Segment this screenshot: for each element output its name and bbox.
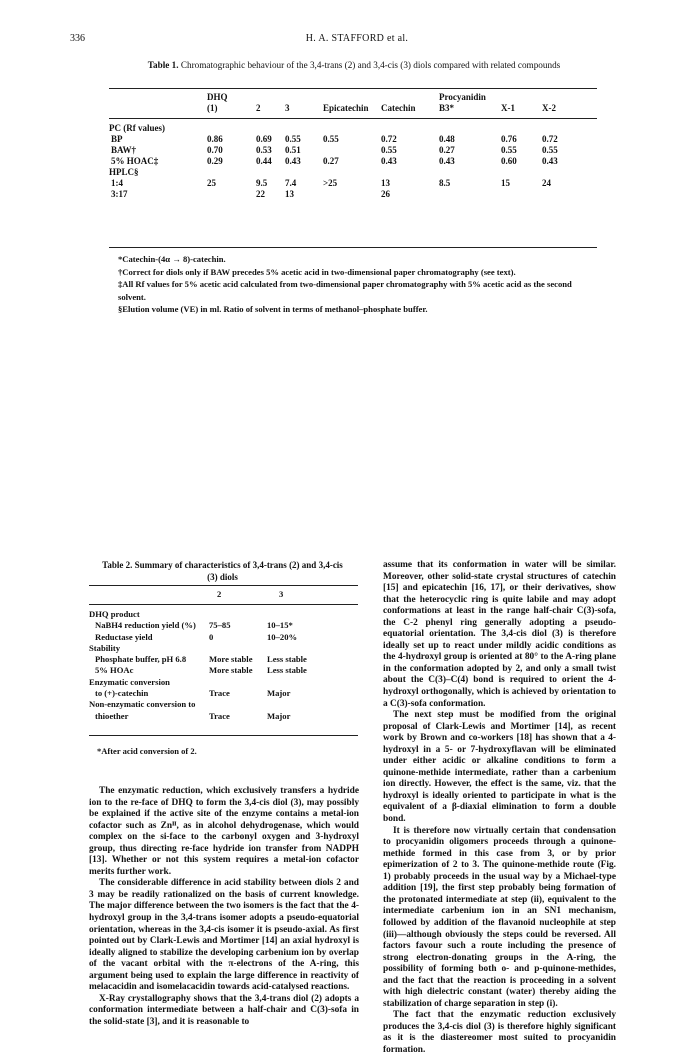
table2-cell: Less stable bbox=[267, 665, 307, 676]
table1 bbox=[109, 92, 597, 200]
table2-cell: 10–20% bbox=[267, 631, 298, 642]
table2-row-label: to (+)-catechin bbox=[95, 688, 149, 699]
table1-cell: 7.4 bbox=[285, 178, 297, 188]
table1-cell: 0.48 bbox=[439, 134, 455, 144]
table1-note: †Correct for diols only if BAW precedes 5% acetic acid in two-dimensional paper chromatography (see text). bbox=[118, 266, 516, 277]
table1-cell: 8.5 bbox=[439, 178, 451, 188]
table1-cell: 0.27 bbox=[323, 156, 339, 166]
table2-footnote: *After acid conversion of 2. bbox=[97, 746, 197, 756]
table1-cell: 13 bbox=[381, 178, 390, 188]
table2-cell: Trace bbox=[209, 688, 230, 699]
table2-cell: 0 bbox=[209, 631, 214, 642]
table1-cell: 0.43 bbox=[439, 156, 455, 166]
table2-top-rule bbox=[89, 585, 358, 586]
table1-cell: 0.51 bbox=[285, 145, 301, 155]
table1-cell: 25 bbox=[207, 178, 216, 188]
table1-cell: 0.44 bbox=[256, 156, 272, 166]
running-head-authors: H. A. STAFFORD et al. bbox=[305, 33, 409, 44]
table1-caption-text: Chromatographic behaviour of the 3,4-trans (2) and 3,4-cis (3) diols compared with related compounds bbox=[180, 60, 561, 70]
table1-cell: 0.69 bbox=[256, 134, 272, 144]
table1-cell: B3* bbox=[439, 103, 455, 113]
table1-cell: 0.86 bbox=[207, 134, 223, 144]
table1-row-label: 3:17 bbox=[111, 189, 128, 199]
page-number: 336 bbox=[70, 33, 85, 44]
table1-cell: 0.55 bbox=[542, 145, 558, 155]
table2-row-label: Enzymatic conversion bbox=[89, 676, 170, 687]
table2-row-label: Stability bbox=[89, 642, 121, 653]
table1-row bbox=[109, 103, 597, 114]
table1-row bbox=[109, 145, 597, 156]
paragraph: The enzymatic reduction, which exclusively transfers a hydride ion to the re-face of DHQ to form the 3,4-cis diol (3), may possibly be explained if the active site of the enzyme contains a metal-ion cofactor such as Znᴵᴵ, as in alcohol dehydrogenase, which would complex on the si-face to the carbonyl oxygen and 3-hydroxyl group, thus directing re-face hydride ion transfer from NADPH [13]. Whether or not this system requires a metal-ion cofactor merits further work. bbox=[89, 786, 359, 877]
table2-row-label: Phosphate buffer, pH 6.8 bbox=[95, 654, 187, 665]
paragraph: assume that its conformation in water will be similar. Moreover, other solid-state crystal structures of catechin [15] and epicatechin [16, 17], or their derivatives, show that the heterocyclic ring is quite labile and may adopt conformations at least in the range half-chair C(3)-sofa, the C-2 phenyl ring generally adopting a pseudo-equatorial orientation. The 3,4-cis diol (3) is therefore ideally set up to react under mildly acidic conditions as the 4-hydroxyl group is oriented at 80° to the A-ring plane in the conformation adopted by 2, and only a small twist about the C(3)–C(4) bond is required to orient the 4-hydroxyl orthogonally, which is achieved by orientation to a C(3)-sofa conformation. bbox=[383, 560, 616, 709]
table2-cell: More stable bbox=[209, 654, 253, 665]
table2-caption-line: Table 2. Summary of characteristics of 3,4-trans (2) and 3,4-cis bbox=[102, 560, 343, 570]
table1-caption-label: Table 1. bbox=[147, 60, 179, 70]
table2-caption bbox=[89, 560, 356, 583]
table1-header-rule bbox=[109, 118, 597, 119]
table2-cell: Trace bbox=[209, 710, 230, 721]
paragraph: It is therefore now virtually certain that condensation to procyanidin oligomers proceeds through a quinone-methide formed in this case from 3, or by prior epimerization of 2 to 3. The quinone-methide route (Fig. 1) probably proceeds in the usual way by a Michael-type addition [19], the first step probably being formation of the protonated intermediate at step (ii), equivalent to the intermediate carbenium ion in an SN1 mechanism, followed by addition of the flavanoid nucleophile at step (iii)—although obviously the steps could be reversed. All factors favour such a route including the presence of strong electron-donating groups in the A-ring, the possibility of forming both o- and p-quinone-methides, and the fact that the reaction is proceeding in a solvent with high dielectric constant (water) thereby aiding the stabilization of charge separation in step (i). bbox=[383, 825, 616, 1009]
table1-row-label: HPLC§ bbox=[109, 167, 139, 177]
table2-row bbox=[89, 665, 358, 676]
running-header bbox=[70, 33, 644, 47]
table1-row bbox=[109, 156, 597, 167]
paragraph: The next step must be modified from the original proposal of Clark-Lewis and Mortimer [14], as recent work by Brown and co-workers [18] has shown that a 4-hydroxyl in a 5- or 7-hydroxyflavan will be eliminated under either acidic or alkaline conditions to form a quinone-methide intermediate, rather than a carbenium ion directly. However, the effect is the same, viz. that the hydroxyl is ideally oriented to participate in what is the equivalent of a β-diaxial elimination to form a double bond. bbox=[383, 710, 616, 825]
table1-cell: 0.55 bbox=[381, 145, 397, 155]
table1-row-label: BAW† bbox=[111, 145, 137, 155]
table1-cell: X-1 bbox=[501, 103, 515, 113]
right-column-text bbox=[383, 560, 616, 1057]
table2-cell: More stable bbox=[209, 665, 253, 676]
table2-row bbox=[89, 609, 358, 620]
table1-row-label: PC (Rf values) bbox=[109, 123, 165, 133]
table1-cell: 0.27 bbox=[439, 145, 455, 155]
paragraph: The considerable difference in acid stability between diols 2 and 3 may be readily rationalized on the basis of current knowledge. The major difference between the two isomers is the fact that the 4-hydroxyl group in the 3,4-trans isomer adopts a pseudo-equatorial orientation, whereas in the 3,4-cis isomer it is pseudo-axial. As first pointed out by Clark-Lewis and Mortimer [14] an axial hydroxyl is ideally aligned to stabilize the developing carbenium ion by overlap of the vacant orbital with the π-electrons of the A-ring, this argument being used to explain the large difference in reactivity of melacacidin and isomelacacidin towards acid-catalysed reactions. bbox=[89, 878, 359, 993]
left-column-text bbox=[89, 786, 359, 1028]
table1-cell: 0.55 bbox=[285, 134, 301, 144]
table1-top-rule bbox=[109, 88, 597, 89]
table1-note: *Catechin-(4α → 8)-catechin. bbox=[118, 254, 226, 264]
table2-row bbox=[89, 643, 358, 654]
table1-row-label: 5% HOAC‡ bbox=[111, 156, 159, 166]
table1-note: ‡All Rf values for 5% acetic acid calculated from two-dimensional paper chromatography with 5% acetic acid as the second solvent. bbox=[118, 279, 572, 302]
table2-cell: 10–15* bbox=[267, 620, 293, 631]
table1-row bbox=[109, 123, 597, 134]
table1-cell: 0.70 bbox=[207, 145, 223, 155]
table1-cell: 0.43 bbox=[542, 156, 558, 166]
table1-cell: 13 bbox=[285, 189, 294, 199]
table2-row-label: thioether bbox=[95, 710, 129, 721]
table1-cell: 0.76 bbox=[501, 134, 517, 144]
table2-row bbox=[89, 711, 358, 722]
table2-caption-line: (3) diols bbox=[207, 571, 238, 582]
table2-header-rule bbox=[89, 604, 358, 605]
table1-cell: 3 bbox=[285, 103, 290, 113]
table1-cell: 2 bbox=[256, 103, 261, 113]
table2-col-header: 3 bbox=[279, 589, 284, 599]
table2-row bbox=[89, 677, 358, 688]
table2-cell: 75–85 bbox=[209, 620, 231, 631]
table1-note: §Elution volume (VE) in ml. Ratio of solvent in terms of methanol–phosphate buffer. bbox=[118, 304, 428, 315]
table1-footnotes bbox=[118, 253, 588, 316]
table1-cell: 0.55 bbox=[501, 145, 517, 155]
table1-row-label: BP bbox=[111, 134, 123, 144]
table2-row-label: NaBH4 reduction yield (%) bbox=[95, 620, 196, 631]
table2-row bbox=[89, 699, 358, 710]
table1-cell: 22 bbox=[256, 189, 265, 199]
table2-row bbox=[89, 620, 358, 631]
table1-cell: >25 bbox=[323, 178, 338, 188]
table1-cell: DHQ bbox=[207, 92, 228, 102]
table1-row bbox=[109, 134, 597, 145]
table1-cell: 0.72 bbox=[381, 134, 397, 144]
table1-cell: (1) bbox=[207, 103, 218, 113]
table2-row-label: Non-enzymatic conversion to bbox=[89, 699, 196, 710]
table1-row bbox=[109, 178, 597, 189]
paragraph: The fact that the enzymatic reduction exclusively produces the 3,4-cis diol (3) is therefore highly significant as it is the diastereomer most suited to procyanidin formation. bbox=[383, 1010, 616, 1055]
table2-row bbox=[89, 632, 358, 643]
table2-cell: Major bbox=[267, 710, 291, 721]
table1-row bbox=[109, 167, 597, 178]
table2-row-label: DHQ product bbox=[89, 609, 140, 619]
table1-bottom-rule bbox=[109, 247, 597, 248]
table1-cell: 26 bbox=[381, 189, 390, 199]
table1-cell: 0.72 bbox=[542, 134, 558, 144]
table1-cell: 24 bbox=[542, 178, 551, 188]
table2-row-label: Reductase yield bbox=[95, 631, 153, 642]
table2-bottom-rule bbox=[89, 735, 358, 736]
table1-cell: 0.53 bbox=[256, 145, 272, 155]
table2-row bbox=[89, 688, 358, 699]
table2-row-label: 5% HOAc bbox=[95, 665, 134, 676]
table1-row bbox=[109, 92, 597, 103]
table1-cell: 9.5 bbox=[256, 178, 268, 188]
table1-cell: 0.29 bbox=[207, 156, 223, 166]
table2-col-header: 2 bbox=[217, 589, 222, 599]
table2-header-row bbox=[89, 589, 358, 601]
table1-row bbox=[109, 189, 597, 200]
table2-row bbox=[89, 654, 358, 665]
table1-cell: Procyanidin bbox=[439, 92, 486, 102]
table1-cell: X-2 bbox=[542, 103, 556, 113]
table1-cell: 0.43 bbox=[285, 156, 301, 166]
table1-caption bbox=[109, 59, 599, 72]
table1-cell: 15 bbox=[501, 178, 510, 188]
paragraph: X-Ray crystallography shows that the 3,4-trans diol (2) adopts a conformation intermediate between a half-chair and C(3)-sofa in the solid-state [3], and it is reasonable to bbox=[89, 993, 359, 1027]
table2-cell: Major bbox=[267, 688, 291, 699]
table1-cell: Epicatechin bbox=[323, 103, 369, 113]
table1-cell: 0.60 bbox=[501, 156, 517, 166]
table1-cell: 0.43 bbox=[381, 156, 397, 166]
table1-cell: 0.55 bbox=[323, 134, 339, 144]
table2-cell: Less stable bbox=[267, 654, 307, 665]
table1-cell: Catechin bbox=[381, 103, 416, 113]
table2 bbox=[89, 589, 358, 722]
table1-row-label: 1:4 bbox=[111, 178, 123, 188]
